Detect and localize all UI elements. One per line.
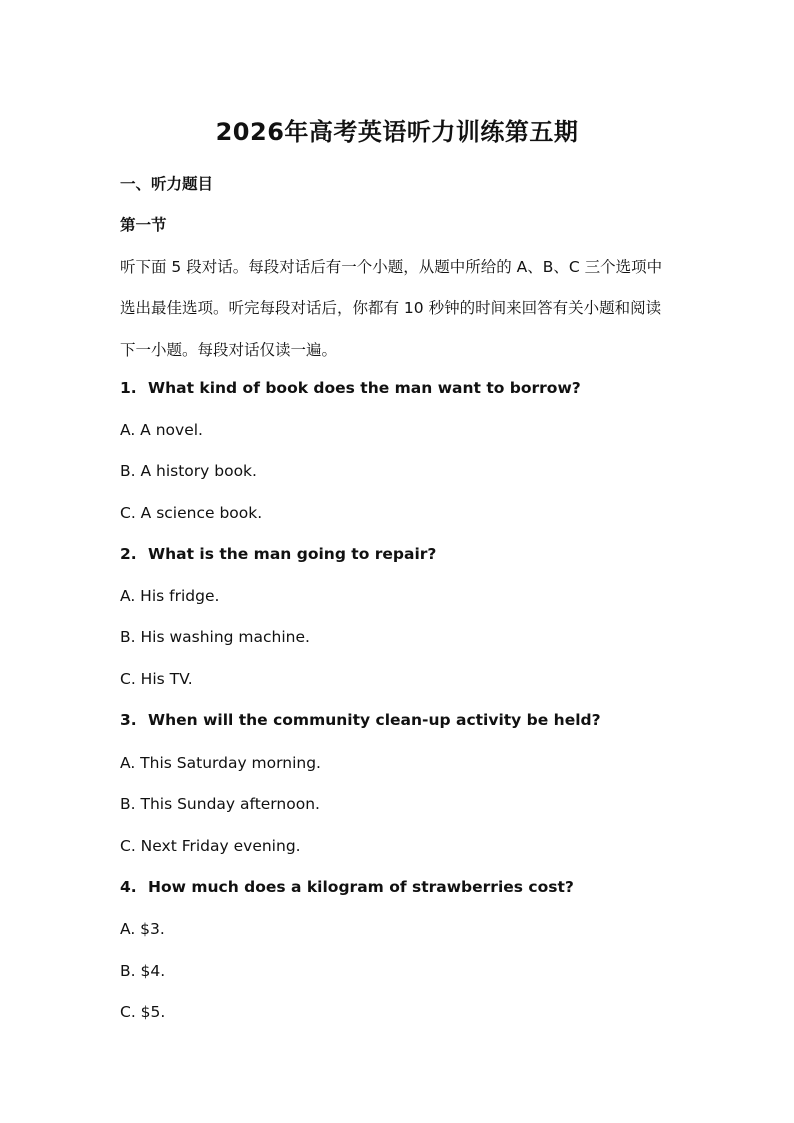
question-text: What is the man going to repair? [148,545,437,563]
option-2b: B. His washing machine. [120,628,310,646]
document-title: 2026年高考英语听力训练第五期 [215,118,579,146]
option-3c: C. Next Friday evening. [120,837,301,855]
question-4 [120,878,690,896]
section-heading: 一、听力题目 [120,175,214,193]
question-number: 1. [120,379,137,397]
option-3a: A. This Saturday morning. [120,754,321,772]
option-4b: B. $4. [120,962,166,980]
subsection-heading: 第一节 [120,216,167,234]
question-number: 2. [120,545,137,563]
question-text: How much does a kilogram of strawberries cost? [148,878,574,896]
question-number: 3. [120,711,137,729]
question-text: When will the community clean-up activity be held? [148,711,601,729]
option-2c: C. His TV. [120,670,193,688]
option-2a: A. His fridge. [120,587,220,605]
option-1c: C. A science book. [120,504,263,522]
question-3 [120,711,690,729]
option-4a: A. $3. [120,920,165,938]
option-3b: B. This Sunday afternoon. [120,795,320,813]
question-number: 4. [120,878,137,896]
option-1a: A. A novel. [120,421,203,439]
instruction-line: 下一小题。每段对话仅读一遍。 [120,341,338,359]
instruction-line: 选出最佳选项。听完每段对话后，你都有 10 秒钟的时间来回答有关小题和阅读 [120,299,662,317]
question-2 [120,545,690,563]
option-1b: B. A history book. [120,462,257,480]
option-4c: C. $5. [120,1003,166,1021]
question-text: What kind of book does the man want to borrow? [148,379,581,397]
instruction-line: 听下面 5 段对话。每段对话后有一个小题，从题中所给的 A、B、C 三个选项中 [120,258,663,276]
question-1 [120,379,690,397]
